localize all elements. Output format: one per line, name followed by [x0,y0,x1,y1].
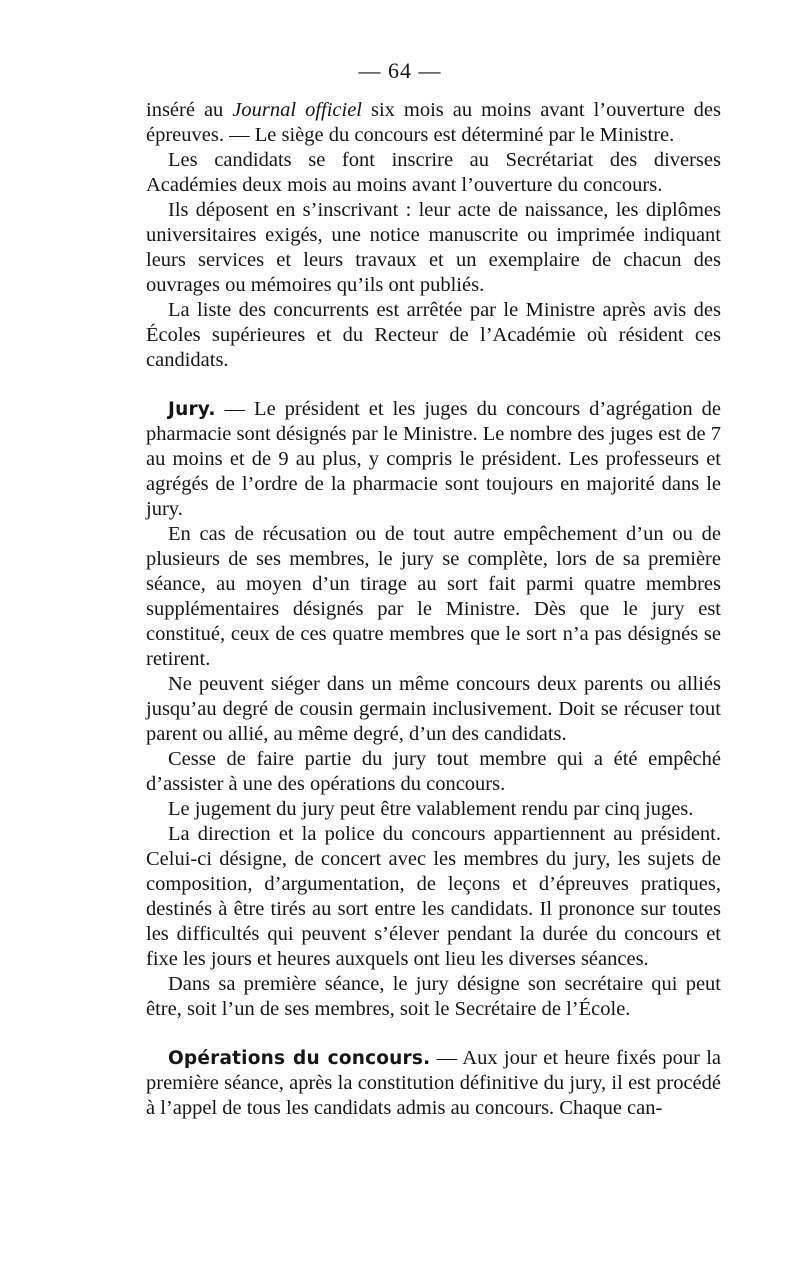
intro-section [146,98,721,373]
paragraph: Le jugement du jury peut être valablement rendu par cinq juges. [168,798,694,820]
paragraph: En cas de récusation ou de tout autre empêchement d’un ou de plusieurs de ses membres, le jury se complète, lors de sa première séance, au moyen d’un tirage au sort fait parmi quatre membres supplémentaires désignés par le Ministre. Dès que le jury est constitué, ceux de ces quatre membres que le sort n’a pas désignés se retirent. [146,523,721,670]
operations-section [146,1046,721,1121]
paragraph: Ils déposent en s’inscrivant : leur acte de naissance, les diplômes universitaires exigés, une notice manuscrite ou imprimée indiquant leurs services et leurs travaux et un exemplaire de chacun des ouvrages ou mémoires qu’ils ont publiés. [146,199,721,296]
section-heading-operations: Opérations du concours. [168,1048,431,1069]
text-run: — Le président et les juges du concours d’agrégation de pharmacie sont désignés par le Ministre. Le nombre des juges est de 7 au moins et de 9 au plus, y compris le président. Les professeurs et agrégés de l’ordre de la pharmacie sont toujours en majorité dans le jury. [146,398,721,520]
journal-title: Journal officiel [232,99,362,121]
paragraph: Cesse de faire partie du jury tout membre qui a été empêché d’assister à une des opérations du concours. [146,748,721,795]
paragraph [146,397,721,522]
page-number: — 64 — [358,58,442,83]
text-run: — Aux jour et heure fixés pour la première séance, après la constitution définitive du jury, il est procédé à l’appel de tous les candidats admis au concours. Chaque can- [146,1047,722,1119]
text-run: six mois au moins avant l’ouverture des épreuves. — Le siège du concours est déterminé par le Ministre. [146,99,722,146]
paragraph: Dans sa première séance, le jury désigne son secrétaire qui peut être, soit l’un de ses membres, soit le Secrétaire de l’École. [146,973,721,1020]
paragraph [146,1046,721,1121]
text-run: inséré au [146,99,233,121]
paragraph: La liste des concurrents est arrêtée par le Ministre après avis des Écoles supérieures et du Recteur de l’Académie où résident ces candidats. [146,299,721,371]
paragraph [146,98,721,148]
paragraph: Les candidats se font inscrire au Secrétariat des diverses Académies deux mois au moins avant l’ouverture du concours. [146,149,721,196]
paragraph: Ne peuvent siéger dans un même concours deux parents ou alliés jusqu’au degré de cousin germain inclusivement. Doit se récuser tout parent ou allié, au même degré, d’un des candidats. [146,673,721,745]
jury-section [146,397,721,1022]
section-heading-jury: Jury. [168,399,216,420]
paragraph: La direction et la police du concours appartiennent au président. Celui-ci désigne, de concert avec les membres du jury, les sujets de composition, d’argumentation, de leçons et d’épreuves pratiques, destinés à être tirés au sort entre les candidats. Il prononce sur toutes les difficultés qui peuvent s’élever pendant la durée du concours et fixe les jours et heures auxquels ont lieu les diverses séances. [146,823,721,970]
